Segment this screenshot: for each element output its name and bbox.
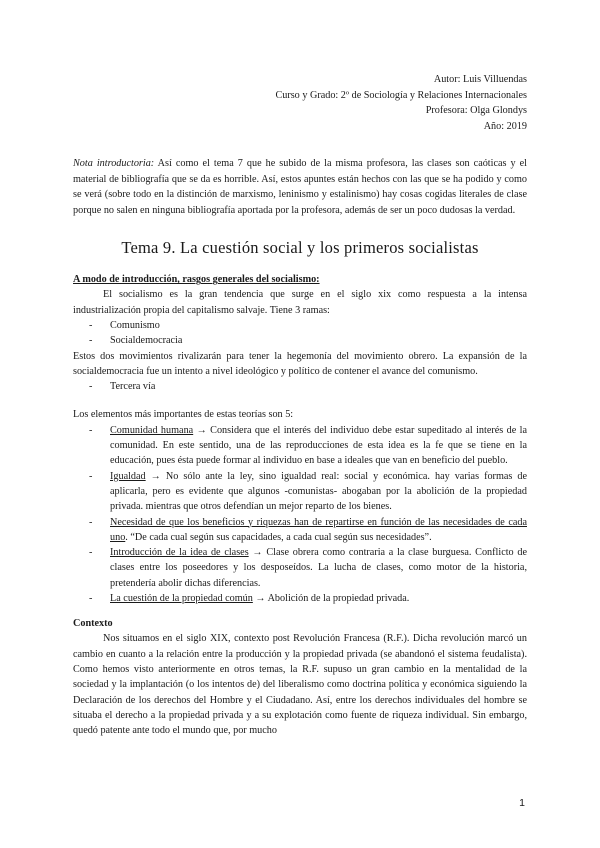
paragraph: El socialismo es la gran tendencia que surge en el siglo xix como respuesta a la intensa industrialización propia del capitalismo salvaje. Tiene 3 ramas:: [73, 289, 527, 316]
list-item: - Comunidad humana → Considera que el interés del individuo debe estar supeditado al interés de la comunidad. En este sentido, una de las reproducciones de esta idea es la fe que se tiene en la educación, pues ésta puede formar al individuo en base a ideales que van en beneficio del pueblo.: [89, 424, 527, 467]
list-item: - Introducción de la idea de clases → Clase obrera como contraria a la clase burguesa. Conflicto de clases entre los poseedores y los desposeídos. La lucha de clases, como motor de la historia, pretendería abolir dichas diferencias.: [89, 547, 527, 589]
intro-note: [73, 156, 527, 218]
professor-line: Profesora: Olga Glondys: [425, 105, 527, 117]
list-item: - La cuestión de la propiedad común → Abolición de la propiedad privada.: [89, 593, 410, 605]
list-item: - Igualdad → No sólo ante la ley, sino igualdad real: social y económica. hay varias formas de aplicarla, pero es evidente que algunos -comunistas- abogaban por la abolición de la propiedad privada. mientras que otros defendían un mejor reparto de los bienes.: [89, 470, 527, 513]
author-block: [73, 72, 527, 134]
page-number: 1: [519, 797, 525, 809]
list-item: - Necesidad de que los beneficios y riquezas han de repartirse en función de las necesidades de cada uno. “De cada cual según sus capacidades, a cada cual según sus necesidades”.: [89, 516, 527, 543]
section-heading-context: Contexto: [73, 618, 113, 630]
elements-list: [73, 423, 527, 607]
year-line: Año: 2019: [483, 120, 527, 132]
elements-intro: Los elementos más importantes de estas teorías son 5:: [73, 409, 294, 421]
list-item: - Comunismo: [89, 319, 160, 331]
paragraph: Estos dos movimientos rivalizarán para tener la hegemonía del movimiento obrero. La expansión de la socialdemocracia fue un intento a nivel ideológico y político de contener el avance del comunismo.: [73, 350, 527, 377]
section-heading-introduction: A modo de introducción, rasgos generales del socialismo:: [73, 274, 320, 286]
intro-note-text: Así como el tema 7 que he subido de la misma profesora, las clases son caóticas y el material de bibliografía que se da es horrible. Así, estos apuntes están hechos con las que se ha podido y como se verá (sobre todo en la distinción de marxismo, leninismo y estalinismo) hay cosas cogidas literales de clase porque no salen en ninguna bibliografía aportada por la profesora, además de ser un poco dudosas la verdad.: [73, 158, 527, 216]
branch-list-third: [73, 379, 527, 394]
paragraph: Nos situamos en el siglo XIX, contexto post Revolución Francesa (R.F.). Dicha revolución marcó un cambio en cuanto a la relación entre la producción y la propiedad privada (se abandonó el sistema feudalista). Como hemos visto anteriormente en otros temas, la R.F. supuso un gran cambio en la mentalidad de la sociedad y la implantación (o los intentos de) del liberalismo como doctrina política y económica siguiendo la Declaración de los derechos del Hombre y el Ciudadano. Así, entre los derechos individuales del hombre se situaba el derecho a la propiedad privada y a su explotación como fuente de riqueza individual. Sin embargo, quedó patente ante todo el mundo que, por mucho: [73, 633, 527, 737]
branch-list: [73, 318, 527, 349]
list-item: - Socialdemocracia: [89, 335, 183, 347]
intro-note-label: Nota introductoria:: [73, 158, 155, 170]
document-title: Tema 9. La cuestión social y los primeros socialistas: [121, 238, 479, 258]
course-line: Curso y Grado: 2º de Sociología y Relaciones Internacionales: [275, 89, 527, 101]
list-item: - Tercera vía: [89, 381, 156, 393]
author-line: Autor: Luis Villuendas: [433, 74, 527, 85]
page-content: [73, 72, 527, 738]
